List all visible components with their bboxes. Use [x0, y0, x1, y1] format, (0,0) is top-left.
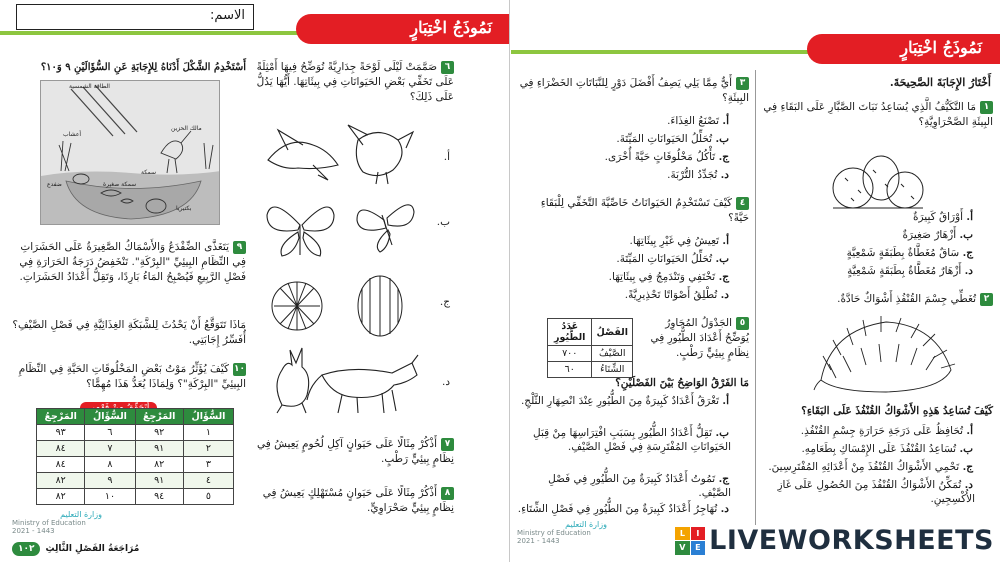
cactus-image: [823, 150, 933, 212]
q3-option-b[interactable]: ب. تُحَلِّلُ الحَيَوانَاتِ المَيِّتَةَ.: [616, 133, 729, 145]
q1-text: ١مَا التَّكَيُّفُ الَّذِي يُسَاعِدُ نَبَاتَ الصَّبَّارِ عَلَى البَقَاءِ فِي البِيئَةِ الصَّحْرَاوِيَّةِ؟: [763, 101, 993, 128]
table-cell: ٦: [85, 425, 135, 441]
table-cell: ١: [183, 425, 233, 441]
table-row: [37, 473, 234, 489]
q2-option-a[interactable]: أ. تُحَافِظُ عَلَى دَرَجَةِ حَرَارَةِ جِسْمِ القُنْفُذِ.: [800, 425, 973, 437]
name-field[interactable]: [16, 4, 254, 30]
pond-illustration: [41, 81, 220, 225]
birds-image: [258, 120, 418, 188]
q2-text: ٢تُغَطِّي جِسْمَ القُنْفُذِ أَشْوَاكٌ حَادَّةٌ.: [761, 292, 993, 307]
q1-number: ١: [980, 101, 993, 114]
q1-option-d[interactable]: د. أَزْهَارٌ مُغَطَّاةٌ بِطَبَقَةٍ شَمْعِيَّةٍ: [847, 265, 973, 277]
q5-option-a[interactable]: أ. تَغْرَقُ أَعْدَادٌ كَبِيرَةٌ مِنَ الطُّيُورِ عِنْدَ انْصِهَارِ الثَّلْجِ.: [520, 395, 729, 407]
q5-text: ٥الجَدْوَلُ المُجَاوِرُ يُوَضِّحُ أَعْدَادَ الطُّيُورِ فِي نِظَامٍ بِيئِيٍّ رَطْبٍ.: [650, 317, 749, 359]
label-fish: سمكة: [141, 169, 157, 176]
q4-option-d[interactable]: د. تُطْلِقُ أَصْوَاتًا تَحْذِيرِيَّةً.: [624, 289, 729, 301]
hedgehog-image: [811, 310, 961, 400]
q8-number: ٨: [441, 487, 454, 500]
page-number: ١٠٢: [12, 542, 40, 556]
table-cell: ٨: [85, 457, 135, 473]
q8-text: ٨أَذْكُرْ مِثَالًا عَلَى حَيَوانٍ مُسْتَهْلِكٍ يَعِيشُ فِي نِظَامٍ بِيئِيٍّ صَحْرَاوِيٍّ.: [262, 487, 454, 514]
top-rule-right: [511, 50, 811, 54]
q5-option-c[interactable]: ج. تَمُوتُ أَعْدَادٌ كَبِيرَةٌ مِنَ الطُّيُورِ فِي فَصْلِ الصَّيْفِ.: [548, 473, 731, 499]
q5-option-d[interactable]: د. تُهَاجِرُ أَعْدَادٌ كَبِيرَةٌ مِنَ الطُّيُورِ فِي فَصْلِ الشِّتَاءِ.: [517, 503, 729, 515]
table-cell: ٨٢: [37, 489, 85, 505]
table-row: [37, 425, 234, 441]
q5-follow: مَا الفَرْقُ الوَاضِحُ بَيْنَ الفَصْلَيْنِ؟: [615, 377, 749, 389]
diagram-heading: أَسْتَخْدِمُ الشَّكْلَ أَدْنَاهُ لِلإِجَابَةِ عَنِ السُّؤَالَيْنِ ٩ وَ١٠؟: [40, 62, 246, 73]
instruction-heading: أَخْتَارُ الإِجَابَةَ الصَّحِيحَةَ.: [889, 76, 991, 89]
q7-text: ٧أَذْكُرْ مِثَالًا عَلَى حَيَوانٍ آكِلِ لُحُومٍ يَعِيشُ فِي نِظَامٍ بِيئِيٍّ رَطْبٍ.: [256, 438, 454, 465]
table-cell: الصَّيْفُ: [592, 346, 633, 362]
table-header-row: [548, 319, 633, 346]
table-header: الفَصْلُ: [592, 319, 633, 346]
table-cell: ٦٠: [548, 362, 592, 378]
q3-number: ٣: [736, 77, 749, 90]
right-page: [511, 0, 1000, 562]
butterflies-image: [262, 190, 422, 260]
table-header-row: [37, 409, 234, 425]
table-row: [37, 441, 234, 457]
table-row: [548, 346, 633, 362]
q6-option-b-letter[interactable]: ب.: [436, 216, 450, 228]
label-bacteria: بكتيريا: [176, 205, 192, 212]
q10-number: ١٠: [234, 363, 245, 374]
chapter-review-label: مُرَاجَعَةُ الفَصْلِ الثَّالِثِ: [45, 544, 140, 554]
q1-option-b[interactable]: ب. أَزْهَارٌ صَغِيرَةٌ: [902, 229, 973, 241]
q2-option-c[interactable]: ج. تَحْمِي الأَشْوَاكُ القُنْفُذَ مِنْ أَعْدَائِهِ المُفْتَرِسِينَ.: [768, 461, 973, 473]
q4-option-c[interactable]: ج. تَخْتَفِي وَتَنْدَمِجُ فِي بِيئَاتِهَا.: [608, 271, 729, 283]
rabbit-fox-image: [262, 345, 432, 417]
column-divider: [755, 70, 756, 525]
table-row: [37, 489, 234, 505]
q1-option-a[interactable]: أ. أَوْرَاقٌ كَبِيرَةٌ: [912, 211, 973, 223]
q3-option-a[interactable]: أ. تَصْنَعُ الغِذَاءَ.: [667, 115, 729, 127]
q1-option-c[interactable]: ج. سَاقٌ مُغَطَّاةٌ بِطَبَقَةٍ شَمْعِيَّةٍ: [846, 247, 973, 259]
name-label: الاسم:: [210, 8, 245, 23]
label-solar-energy: الطاقة الشمسية: [69, 83, 110, 90]
q4-text: ٤كَيْفَ تَسْتَخْدِمُ الحَيَوانَاتُ خَاصِّيَّةَ التَّخَفِّي لِلْبَقَاءِ حَيَّةً؟: [540, 197, 749, 224]
page-title-left: نَمُوذَجُ اخْتِبَارٍ: [296, 14, 510, 44]
liveworksheets-watermark[interactable]: [675, 525, 994, 556]
urchin-cactus-image: [262, 268, 422, 340]
table-cell: ٤: [183, 473, 233, 489]
q2-number: ٢: [980, 293, 993, 306]
q10-text: ١٠كَيْفَ يُؤَثِّرُ مَوْتُ بَعْضِ المَخْلُوقَاتِ الحَيَّةِ فِي النِّظَامِ البِيئِيِّ "البِرْكَةِ"؟ وَلِمَاذَا يُعَدُّ هَذَا مُهِمًّا؟: [18, 363, 246, 390]
table-cell: ٩٤: [135, 489, 183, 505]
table-header: السُّؤَالُ: [85, 409, 135, 425]
table-cell: ٩١: [135, 473, 183, 489]
table-header: المَرْجِعُ: [37, 409, 85, 425]
table-cell: الشِّتَاءُ: [592, 362, 633, 378]
table-cell: ٨٤: [37, 441, 85, 457]
ministry-logo-right: وزارة التعليم Ministry of Education 2021 - 1443: [517, 520, 607, 545]
q2-follow: كَيْفَ تُسَاعِدُ هَذِهِ الأَشْوَاكُ القُنْفُذَ عَلَى البَقَاءِ؟: [801, 405, 993, 417]
table-cell: ٧: [85, 441, 135, 457]
table-cell: ٨٢: [37, 473, 85, 489]
q6-number: ٦: [441, 61, 454, 74]
table-cell: ٨٤: [37, 457, 85, 473]
q3-text: ٣أَيٌّ مِمَّا يَلِي يَصِفُ أَفْضَلَ دَوْرٍ لِلنَّبَاتَاتِ الخَضْرَاءِ فِي البِيئَةِ؟: [519, 77, 749, 104]
table-row: [37, 457, 234, 473]
label-plants: أعشاب: [63, 131, 82, 138]
q4-number: ٤: [736, 197, 749, 210]
table-cell: ٥: [183, 489, 233, 505]
answer-reference-table: [36, 408, 234, 505]
table-cell: ٩٢: [135, 425, 183, 441]
page-title-right: نَمُوذَجُ اخْتِبَارٍ: [807, 34, 1000, 64]
ministry-logo-left: وزارة التعليم Ministry of Education 2021 - 1443: [12, 510, 102, 535]
table-cell: ٣: [183, 457, 233, 473]
q9-number: ٩: [233, 241, 246, 254]
bird-count-table: [547, 318, 633, 378]
label-heron: مالك الحزين: [171, 125, 202, 132]
pond-food-web-diagram: [40, 80, 220, 225]
table-cell: ٩٣: [37, 425, 85, 441]
label-small-fish: سمكة صغيرة: [103, 181, 137, 188]
q5-option-b[interactable]: ب. تَقِلُّ أَعْدَادُ الطُّيُورِ بِسَبَبِ افْتِرَاسِهَا مِنْ قِبَلِ الحَيَوانَاتِ المُفْتَرِسَةِ فِي فَصْلِ الصَّيْفِ.: [533, 427, 731, 453]
q7-number: ٧: [441, 438, 454, 451]
table-cell: ٩١: [135, 441, 183, 457]
q2-option-d[interactable]: د. تُمَكِّنُ الأَشْوَاكُ القُنْفُذَ مِنَ الحُصُولِ عَلَى غَازِ الأُكْسِجِينِ.: [777, 479, 975, 505]
q9-text: ٩يَتَغَذَّى الضِّفْدَعُ وَالأَسْمَاكُ الصَّغِيرَةُ عَلَى الحَشَرَاتِ فِي النِّظَامِ البِيئِيِّ "البِرْكَةِ". تَنْخَفِضُ دَرَجَةُ الحَرَارَةِ فِي فَصْلِ الرَّبِيعِ فَيُصْبِحُ المَاءُ بَارِدًا، وَتَقِلُّ أَعْدَادُ الحَشَرَاتِ.: [19, 241, 246, 283]
liveworksheets-text: LIVEWORKSHEETS: [709, 525, 994, 556]
table-cell: ٩: [85, 473, 135, 489]
q4-option-b[interactable]: ب. تُحَلِّلُ الحَيَوانَاتِ المَيِّتَةَ.: [616, 253, 729, 265]
q6-text: ٦صَمَّمَتْ لَيْلَى لَوْحَةً جِدَارِيَّةً تُوَضِّحُ فِيهَا أَمْثِلَةً عَلَى تَخَفِّي بَعْضِ الحَيَوانَاتِ فِي بِيئَاتِهَا. أَيُّهَا يَدُلُّ عَلَى ذَلِكَ؟: [256, 61, 454, 103]
q6-option-d-letter[interactable]: د.: [441, 376, 450, 388]
table-cell: ٢: [183, 441, 233, 457]
table-header: السُّؤَالُ: [183, 409, 233, 425]
table-header: عَدَدُ الطُّيُورِ: [548, 319, 592, 346]
q6-option-a-letter[interactable]: أ.: [443, 151, 450, 163]
q3-option-c[interactable]: ج. تَأْكُلُ مَخْلُوقَاتٍ حَيَّةً أُخْرَى.: [604, 151, 729, 163]
q5-number: ٥: [736, 317, 749, 330]
q3-option-d[interactable]: د. تُجَدِّدُ التُّرْبَةَ.: [667, 169, 729, 181]
liveworksheets-logo-icon: L I V E: [675, 527, 705, 555]
label-frog: ضفدع: [47, 181, 62, 188]
table-cell: ٧٠٠: [548, 346, 592, 362]
table-cell: ١٠: [85, 489, 135, 505]
table-header: المَرْجِعُ: [135, 409, 183, 425]
q4-option-a[interactable]: أ. تَعِيشُ فِي غَيْرِ بِيئَاتِهَا.: [629, 235, 729, 247]
q6-option-c-letter[interactable]: ج.: [439, 296, 450, 308]
page-footer-left: [12, 542, 139, 556]
top-rule-left: [0, 31, 300, 35]
q2-option-b[interactable]: ب. تُسَاعِدُ القُنْفُذَ عَلَى الإِمْسَاكِ بِطَعَامِهِ.: [801, 443, 973, 455]
table-cell: ٨٢: [135, 457, 183, 473]
q9-follow: مَاذَا تَتَوَقَّعُ أَنْ يَحْدُثَ لِلشَّبَكَةِ الغِذَائِيَّةِ فِي فَصْلِ الصَّيْفِ؟ أُفَسِّرُ إِجَابَتِي.: [12, 319, 246, 346]
